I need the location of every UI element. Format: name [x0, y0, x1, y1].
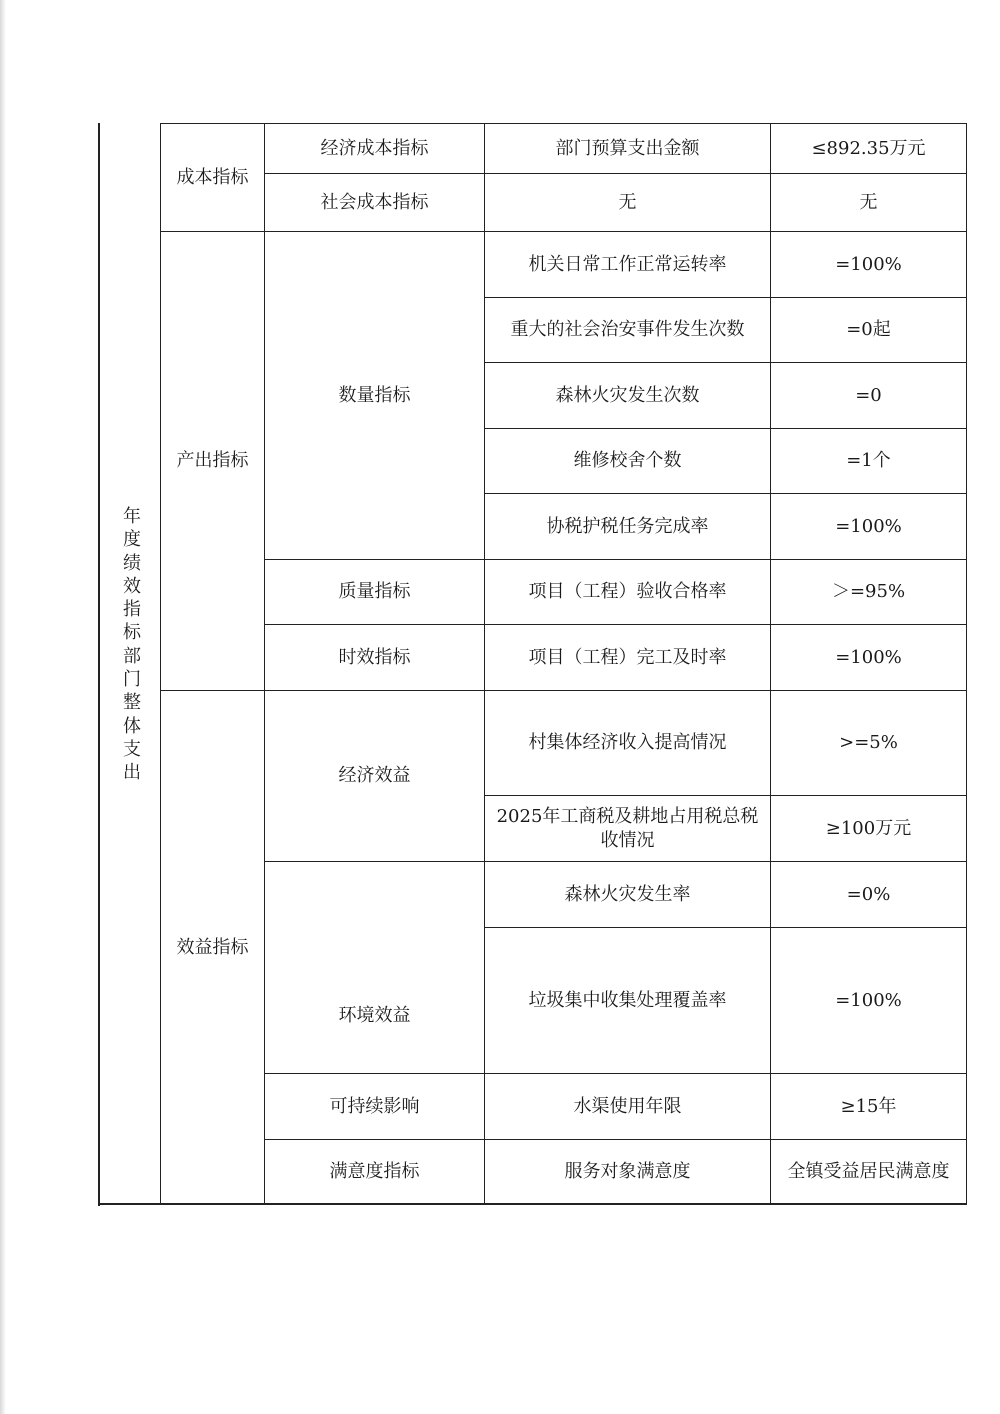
value-economic-0: >=5%: [771, 691, 967, 796]
table-row: [161, 625, 967, 691]
item-environment-0: 森林火灾发生率: [485, 862, 771, 928]
table-row: [161, 560, 967, 625]
value-social-cost: 无: [771, 174, 967, 232]
table-row: [161, 1140, 967, 1205]
value-sustainable: ≥15年: [771, 1074, 967, 1140]
scan-edge-shadow: [0, 0, 6, 1414]
table-row: [161, 124, 967, 174]
item-quantity-2: 森林火灾发生次数: [485, 363, 771, 429]
side-label-vertical: 年度绩效指标部门整体支出: [123, 506, 141, 784]
category-cost: 成本指标: [161, 124, 265, 232]
value-quantity-0: =100%: [771, 232, 967, 298]
item-social-cost: 无: [485, 174, 771, 232]
item-environment-1: 垃圾集中收集处理覆盖率: [485, 928, 771, 1074]
table-row: [161, 1074, 967, 1140]
value-quality: ＞=95%: [771, 560, 967, 625]
sub-social-cost: 社会成本指标: [265, 174, 485, 232]
item-quantity-1: 重大的社会治安事件发生次数: [485, 298, 771, 363]
table-row: [161, 862, 967, 928]
item-budget-amount: 部门预算支出金额: [485, 124, 771, 174]
value-quantity-4: =100%: [771, 494, 967, 560]
sub-economic-cost: 经济成本指标: [265, 124, 485, 174]
table-row: [161, 232, 967, 298]
item-quality: 项目（工程）验收合格率: [485, 560, 771, 625]
sub-environment-label: 环境效益: [338, 1004, 411, 1026]
value-quantity-3: =1个: [771, 429, 967, 494]
table-row: [161, 174, 967, 232]
sub-quality: 质量指标: [265, 560, 485, 625]
value-quantity-1: =0起: [771, 298, 967, 363]
item-economic-1: 2025年工商税及耕地占用税总税收情况: [485, 796, 771, 862]
category-benefit: 效益指标: [161, 691, 265, 1205]
value-environment-0: =0%: [771, 862, 967, 928]
value-budget-amount: ≤892.35万元: [771, 124, 967, 174]
item-quantity-3: 维修校舍个数: [485, 429, 771, 494]
outer-left-border: [98, 123, 100, 1206]
sub-sustainable: 可持续影响: [265, 1074, 485, 1140]
sub-timeliness: 时效指标: [265, 625, 485, 691]
value-environment-1: =100%: [771, 928, 967, 1074]
sub-economic-benefit: 经济效益: [265, 691, 485, 862]
item-satisfaction: 全镇受益居民满意度: [771, 1140, 967, 1205]
item-quantity-4: 协税护税任务完成率: [485, 494, 771, 560]
value-timeliness: =100%: [771, 625, 967, 691]
value-economic-1: ≥100万元: [771, 796, 967, 862]
value-quantity-2: =0: [771, 363, 967, 429]
performance-indicator-table: [160, 123, 967, 1205]
table-row: [161, 691, 967, 796]
item-quantity-0: 机关日常工作正常运转率: [485, 232, 771, 298]
item-economic-0: 村集体经济收入提高情况: [485, 691, 771, 796]
category-satisfaction: 满意度指标: [265, 1140, 485, 1205]
sub-satisfaction: 服务对象满意度: [485, 1140, 771, 1205]
item-sustainable: 水渠使用年限: [485, 1074, 771, 1140]
sub-environment: [265, 862, 485, 1074]
sub-quantity: 数量指标: [265, 232, 485, 560]
item-timeliness: 项目（工程）完工及时率: [485, 625, 771, 691]
category-output: 产出指标: [161, 232, 265, 691]
